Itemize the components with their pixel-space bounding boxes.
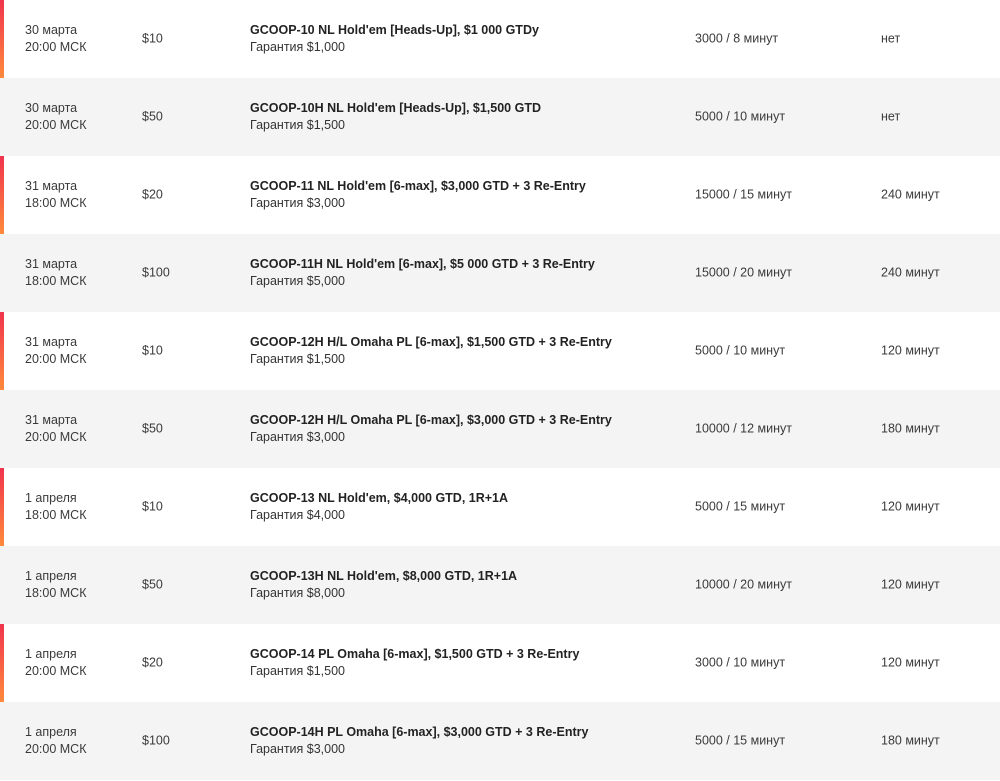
date-cell bbox=[25, 334, 86, 368]
buyin-cell: $50 bbox=[142, 421, 163, 436]
date-cell bbox=[25, 100, 86, 134]
tournament-cell bbox=[250, 22, 539, 56]
table-row-10[interactable] bbox=[0, 702, 1000, 780]
date-text: 30 марта bbox=[25, 23, 78, 37]
highlight-marker bbox=[0, 312, 4, 390]
time-text: 18:00 МСК bbox=[25, 274, 87, 288]
late-registration-cell: 120 минут bbox=[881, 499, 940, 514]
tournament-name[interactable]: GCOOP-11H NL Hold'em [6-max], $5 000 GTD + 3 Re-Entry bbox=[250, 257, 595, 271]
time-text: 18:00 МСК bbox=[25, 586, 87, 600]
guarantee-text: Гарантия $4,000 bbox=[250, 508, 346, 522]
tournament-cell bbox=[250, 724, 588, 758]
buyin-cell: $10 bbox=[142, 499, 163, 514]
tournament-name[interactable]: GCOOP-14H PL Omaha [6-max], $3,000 GTD + 3 Re-Entry bbox=[250, 725, 589, 739]
time-text: 20:00 МСК bbox=[25, 664, 87, 678]
date-text: 31 марта bbox=[25, 179, 78, 193]
stack-blinds-cell: 10000 / 12 минут bbox=[695, 421, 793, 436]
time-text: 18:00 МСК bbox=[25, 196, 87, 210]
stack-blinds-cell: 15000 / 20 минут bbox=[695, 265, 793, 280]
highlight-marker bbox=[0, 156, 4, 234]
guarantee-text: Гарантия $5,000 bbox=[250, 274, 346, 288]
table-row-4[interactable] bbox=[0, 234, 1000, 312]
buyin-cell: $10 bbox=[142, 343, 163, 358]
buyin-cell: $100 bbox=[142, 265, 170, 280]
time-text: 18:00 МСК bbox=[25, 508, 87, 522]
stack-blinds-cell: 5000 / 10 минут bbox=[695, 109, 786, 124]
stack-blinds-cell: 3000 / 8 минут bbox=[695, 31, 779, 46]
guarantee-text: Гарантия $3,000 bbox=[250, 430, 346, 444]
stack-blinds-cell: 15000 / 15 минут bbox=[695, 187, 793, 202]
table-row-9[interactable] bbox=[0, 624, 1000, 702]
tournament-cell bbox=[250, 178, 586, 212]
tournament-cell bbox=[250, 100, 541, 134]
buyin-cell: $20 bbox=[142, 655, 163, 670]
tournament-cell bbox=[250, 256, 595, 290]
buyin-cell: $50 bbox=[142, 109, 163, 124]
time-text: 20:00 МСК bbox=[25, 118, 87, 132]
stack-blinds-cell: 10000 / 20 минут bbox=[695, 577, 793, 592]
guarantee-text: Гарантия $3,000 bbox=[250, 196, 346, 210]
table-row-2[interactable] bbox=[0, 78, 1000, 156]
time-text: 20:00 МСК bbox=[25, 742, 87, 756]
guarantee-text: Гарантия $8,000 bbox=[250, 586, 346, 600]
stack-blinds-cell: 5000 / 15 минут bbox=[695, 499, 786, 514]
date-text: 31 марта bbox=[25, 335, 78, 349]
date-cell bbox=[25, 412, 86, 446]
late-registration-cell: нет bbox=[881, 109, 901, 124]
tournament-cell bbox=[250, 646, 579, 680]
late-registration-cell: 120 минут bbox=[881, 343, 940, 358]
tournament-cell bbox=[250, 412, 612, 446]
date-cell bbox=[25, 22, 86, 56]
date-cell bbox=[25, 178, 86, 212]
stack-blinds-cell: 5000 / 10 минут bbox=[695, 343, 786, 358]
time-text: 20:00 МСК bbox=[25, 352, 87, 366]
tournament-cell bbox=[250, 490, 508, 524]
guarantee-text: Гарантия $1,500 bbox=[250, 664, 346, 678]
highlight-marker bbox=[0, 624, 4, 702]
date-text: 1 апреля bbox=[25, 569, 77, 583]
date-cell bbox=[25, 256, 86, 290]
table-row-6[interactable] bbox=[0, 390, 1000, 468]
tournament-name[interactable]: GCOOP-14 PL Omaha [6-max], $1,500 GTD + 3 Re-Entry bbox=[250, 647, 580, 661]
stack-blinds-cell: 5000 / 15 минут bbox=[695, 733, 786, 748]
date-cell bbox=[25, 724, 86, 758]
tournament-name[interactable]: GCOOP-10 NL Hold'em [Heads-Up], $1 000 GTDy bbox=[250, 23, 539, 37]
table-row-7[interactable] bbox=[0, 468, 1000, 546]
tournament-cell bbox=[250, 334, 612, 368]
date-cell bbox=[25, 490, 86, 524]
tournament-name[interactable]: GCOOP-10H NL Hold'em [Heads-Up], $1,500 GTD bbox=[250, 101, 541, 115]
date-cell bbox=[25, 568, 86, 602]
buyin-cell: $10 bbox=[142, 31, 163, 46]
date-text: 31 марта bbox=[25, 257, 78, 271]
highlight-marker bbox=[0, 468, 4, 546]
late-registration-cell: 240 минут bbox=[881, 187, 940, 202]
guarantee-text: Гарантия $3,000 bbox=[250, 742, 346, 756]
guarantee-text: Гарантия $1,500 bbox=[250, 352, 346, 366]
guarantee-text: Гарантия $1,500 bbox=[250, 118, 346, 132]
table-row-1[interactable] bbox=[0, 0, 1000, 78]
buyin-cell: $50 bbox=[142, 577, 163, 592]
highlight-marker bbox=[0, 0, 4, 78]
late-registration-cell: 180 минут bbox=[881, 421, 940, 436]
date-text: 1 апреля bbox=[25, 647, 77, 661]
tournament-name[interactable]: GCOOP-12H H/L Omaha PL [6-max], $1,500 GTD + 3 Re-Entry bbox=[250, 335, 612, 349]
guarantee-text: Гарантия $1,000 bbox=[250, 40, 346, 54]
tournament-cell bbox=[250, 568, 517, 602]
table-row-3[interactable] bbox=[0, 156, 1000, 234]
table-row-8[interactable] bbox=[0, 546, 1000, 624]
late-registration-cell: 120 минут bbox=[881, 655, 940, 670]
date-text: 31 марта bbox=[25, 413, 78, 427]
table-row-5[interactable] bbox=[0, 312, 1000, 390]
time-text: 20:00 МСК bbox=[25, 430, 87, 444]
tournament-name[interactable]: GCOOP-11 NL Hold'em [6-max], $3,000 GTD + 3 Re-Entry bbox=[250, 179, 586, 193]
late-registration-cell: 120 минут bbox=[881, 577, 940, 592]
tournament-name[interactable]: GCOOP-12H H/L Omaha PL [6-max], $3,000 GTD + 3 Re-Entry bbox=[250, 413, 612, 427]
date-cell bbox=[25, 646, 86, 680]
late-registration-cell: 240 минут bbox=[881, 265, 940, 280]
buyin-cell: $20 bbox=[142, 187, 163, 202]
late-registration-cell: нет bbox=[881, 31, 901, 46]
date-text: 1 апреля bbox=[25, 725, 77, 739]
time-text: 20:00 МСК bbox=[25, 40, 87, 54]
tournament-name[interactable]: GCOOP-13 NL Hold'em, $4,000 GTD, 1R+1A bbox=[250, 491, 509, 505]
date-text: 30 марта bbox=[25, 101, 78, 115]
date-text: 1 апреля bbox=[25, 491, 77, 505]
late-registration-cell: 180 минут bbox=[881, 733, 940, 748]
tournament-name[interactable]: GCOOP-13H NL Hold'em, $8,000 GTD, 1R+1A bbox=[250, 569, 518, 583]
stack-blinds-cell: 3000 / 10 минут bbox=[695, 655, 786, 670]
buyin-cell: $100 bbox=[142, 733, 170, 748]
